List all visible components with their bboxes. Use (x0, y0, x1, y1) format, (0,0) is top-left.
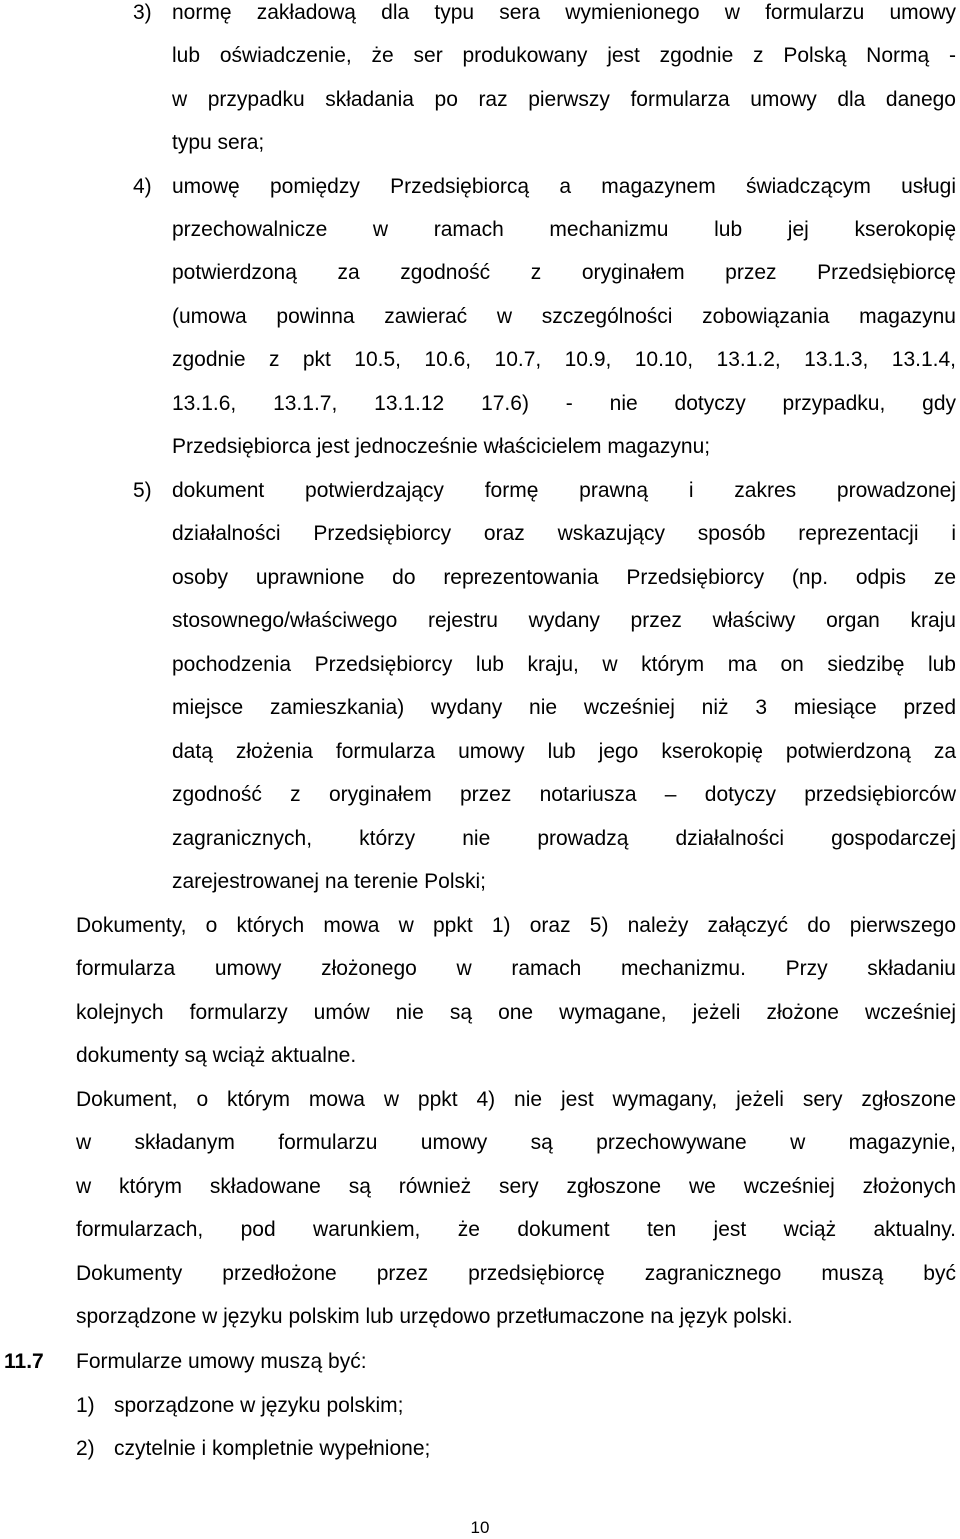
section-number: 11.7 (4, 1350, 44, 1373)
text-line: stosownego/właściwego rejestru wydany przez właściwy organ kraju (172, 609, 956, 632)
list-item-number: 3) (133, 1, 152, 24)
text-line: w przypadku składania po raz pierwszy formularza umowy dla danego (172, 88, 956, 111)
text-line: zgodność z oryginałem przez notariusza – dotyczy przedsiębiorców (172, 783, 956, 806)
text-line: normę zakładową dla typu sera wymienionego w formularzu umowy (172, 1, 956, 24)
text-line: lub oświadczenie, że ser produkowany jest zgodnie z Polską Normą - (172, 44, 956, 67)
list-item-number: 1) (76, 1394, 95, 1417)
paragraph-line: Dokumenty, o których mowa w ppkt 1) oraz 5) należy załączyć do pierwszego (76, 914, 956, 937)
text-line: pochodzenia Przedsiębiorcy lub kraju, w którym ma on siedzibę lub (172, 653, 956, 676)
list-item-text: sporządzone w języku polskim; (114, 1394, 404, 1417)
text-line: datą złożenia formularza umowy lub jego kserokopię potwierdzoną za (172, 740, 956, 763)
text-line: umowę pomiędzy Przedsiębiorcą a magazynem świadczącym usługi (172, 175, 956, 198)
paragraph-line: Dokumenty przedłożone przez przedsiębiorcę zagranicznego muszą być (76, 1262, 956, 1285)
paragraph-line: Dokument, o którym mowa w ppkt 4) nie jest wymagany, jeżeli sery zgłoszone (76, 1088, 956, 1111)
list-item-text: czytelnie i kompletnie wypełnione; (114, 1437, 431, 1460)
paragraph-line: dokumenty są wciąż aktualne. (76, 1044, 357, 1067)
text-line: typu sera; (172, 131, 265, 154)
section-heading: Formularze umowy muszą być: (76, 1350, 367, 1373)
text-line: przechowalnicze w ramach mechanizmu lub jej kserokopię (172, 218, 956, 241)
list-item-number: 2) (76, 1437, 95, 1460)
text-line: osoby uprawnione do reprezentowania Przedsiębiorcy (np. odpis ze (172, 566, 956, 589)
list-item-number: 4) (133, 175, 152, 198)
paragraph-line: w którym składowane są również sery zgłoszone we wcześniej złożonych (76, 1175, 956, 1198)
paragraph-line: formularza umowy złożonego w ramach mechanizmu. Przy składaniu (76, 957, 956, 980)
text-line: zgodnie z pkt 10.5, 10.6, 10.7, 10.9, 10.10, 13.1.2, 13.1.3, 13.1.4, (172, 348, 956, 371)
page-number: 10 (470, 1518, 490, 1537)
text-line: działalności Przedsiębiorcy oraz wskazujący sposób reprezentacji i (172, 522, 956, 545)
paragraph-line: kolejnych formularzy umów nie są one wymagane, jeżeli złożone wcześniej (76, 1001, 956, 1024)
text-line: (umowa powinna zawierać w szczególności zobowiązania magazynu (172, 305, 956, 328)
text-line: potwierdzoną za zgodność z oryginałem przez Przedsiębiorcę (172, 261, 956, 284)
list-item-number: 5) (133, 479, 152, 502)
text-line: dokument potwierdzający formę prawną i zakres prowadzonej (172, 479, 956, 502)
paragraph-line: sporządzone w języku polskim lub urzędowo przetłumaczone na język polski. (76, 1305, 793, 1328)
text-line: zagranicznych, którzy nie prowadzą działalności gospodarczej (172, 827, 956, 850)
paragraph-line: formularzach, pod warunkiem, że dokument ten jest wciąż aktualny. (76, 1218, 956, 1241)
paragraph-line: w składanym formularzu umowy są przechowywane w magazynie, (76, 1131, 956, 1154)
text-line: zarejestrowanej na terenie Polski; (172, 870, 486, 893)
text-line: Przedsiębiorca jest jednocześnie właścicielem magazynu; (172, 435, 711, 458)
text-line: miejsce zamieszkania) wydany nie wcześniej niż 3 miesiące przed (172, 696, 956, 719)
text-line: 13.1.6, 13.1.7, 13.1.12 17.6) - nie dotyczy przypadku, gdy (172, 392, 956, 415)
